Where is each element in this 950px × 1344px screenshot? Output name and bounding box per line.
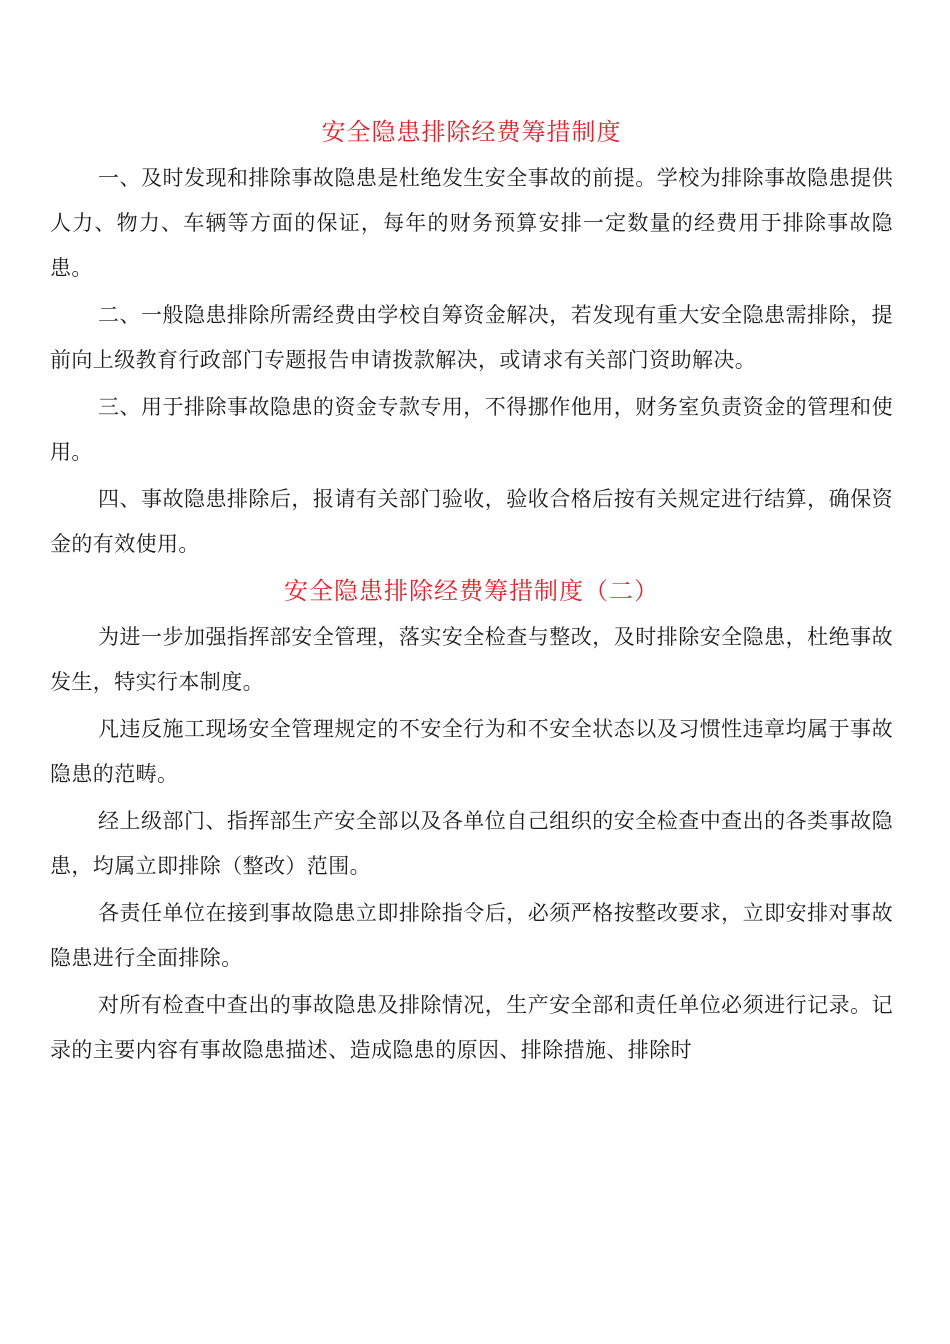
section-1-paragraph-3: 三、用于排除事故隐患的资金专款专用，不得挪作他用，财务室负责资金的管理和使用。: [50, 395, 893, 464]
section-2-paragraph-1: 为进一步加强指挥部安全管理，落实安全检查与整改，及时排除安全隐患，杜绝事故发生，特实行本制度。: [50, 625, 893, 694]
section-2-paragraph-3: 经上级部门、指挥部生产安全部以及各单位自己组织的安全检查中查出的各类事故隐患，均属立即排除（整改）范围。: [50, 809, 893, 878]
section-1-paragraph-4: 四、事故隐患排除后，报请有关部门验收，验收合格后按有关规定进行结算，确保资金的有效使用。: [50, 487, 893, 556]
section-2-paragraph-5: 对所有检查中查出的事故隐患及排除情况，生产安全部和责任单位必须进行记录。记录的主要内容有事故隐患描述、造成隐患的原因、排除措施、排除时: [50, 993, 893, 1062]
section-2-paragraph-2: 凡违反施工现场安全管理规定的不安全行为和不安全状态以及习惯性违章均属于事故隐患的范畴。: [50, 717, 893, 786]
section-1-paragraph-2: 二、一般隐患排除所需经费由学校自筹资金解决，若发现有重大安全隐患需排除，提前向上级教育行政部门专题报告申请拨款解决，或请求有关部门资助解决。: [50, 303, 893, 372]
document-page: [50, 110, 893, 1075]
section-2-paragraph-4: 各责任单位在接到事故隐患立即排除指令后，必须严格按整改要求，立即安排对事故隐患进行全面排除。: [50, 901, 893, 970]
section-1-paragraph-1: 一、及时发现和排除事故隐患是杜绝发生安全事故的前提。学校为排除事故隐患提供人力、物力、车辆等方面的保证，每年的财务预算安排一定数量的经费用于排除事故隐患。: [50, 166, 893, 280]
section-2-title: 安全隐患排除经费筹措制度（二）: [284, 577, 659, 605]
section-1-title: 安全隐患排除经费筹措制度: [321, 118, 622, 146]
